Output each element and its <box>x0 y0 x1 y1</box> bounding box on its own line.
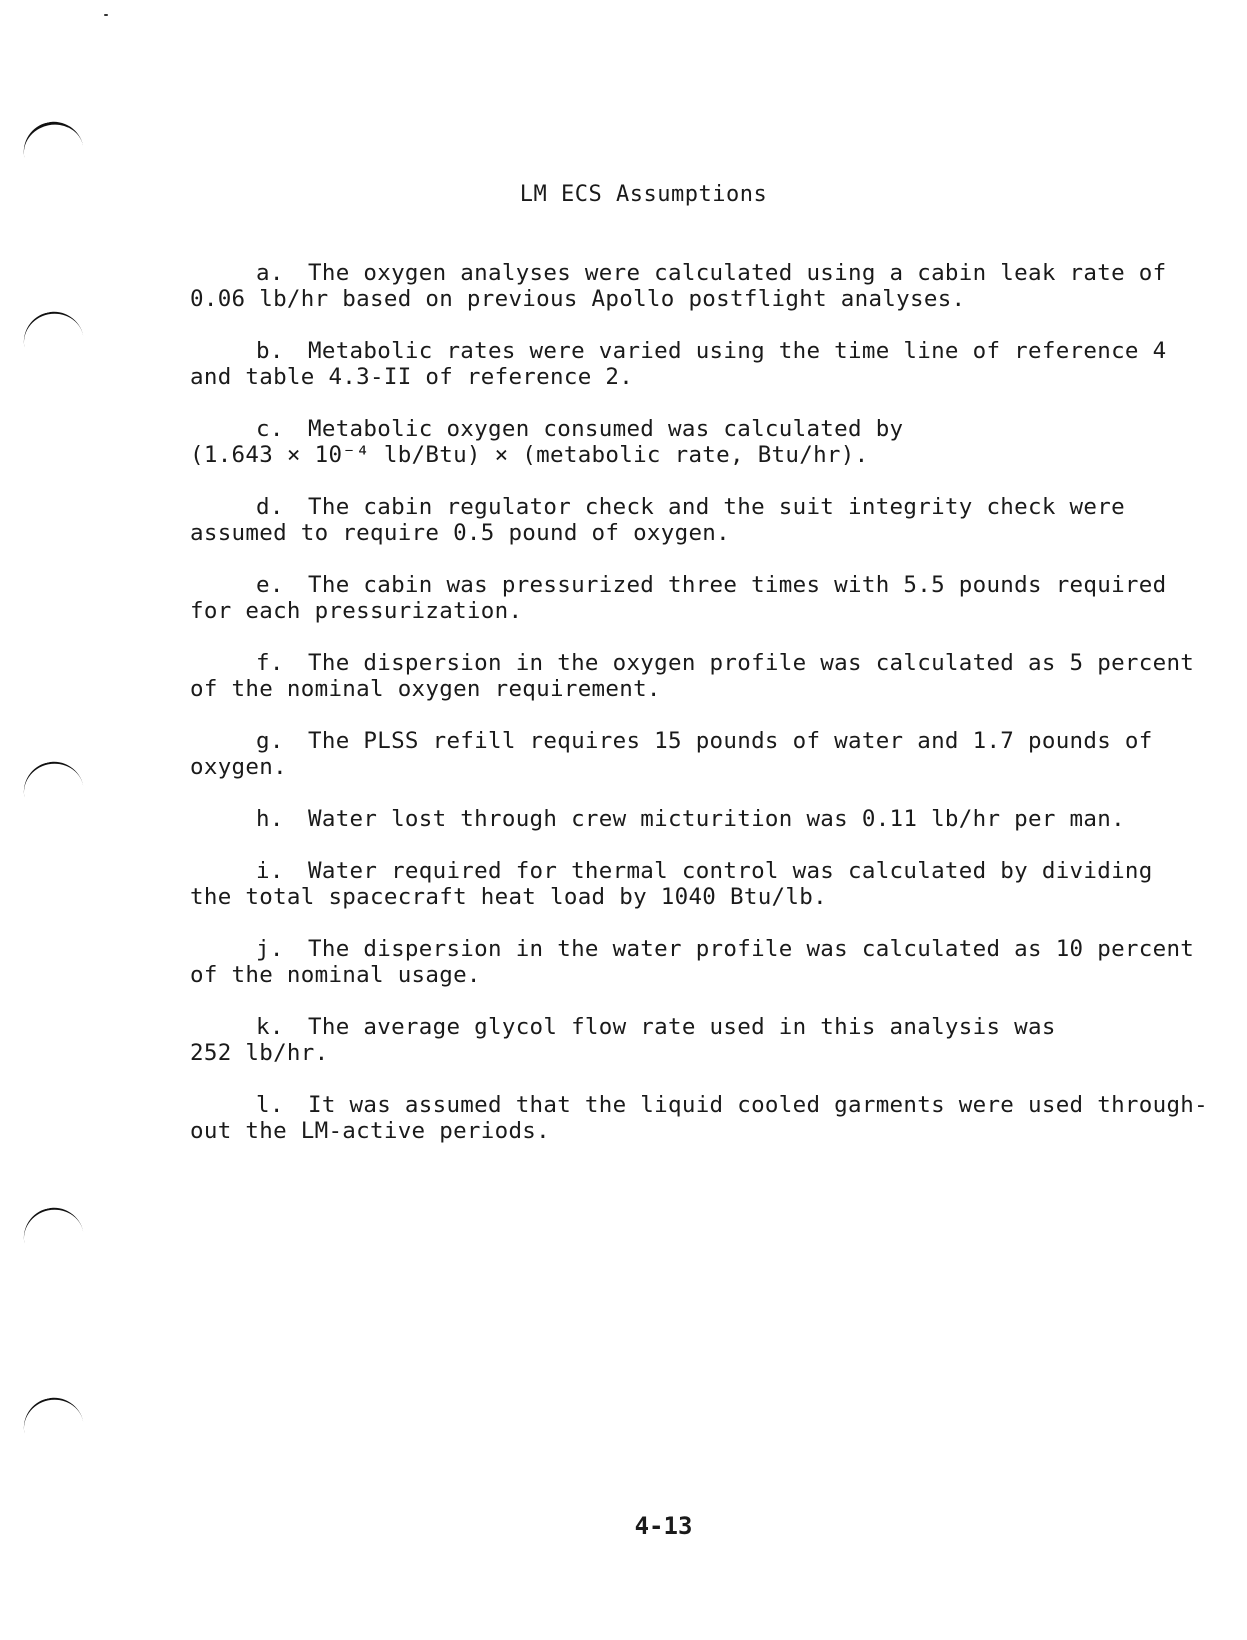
item-text-continuation: out the LM-active periods. <box>190 1118 550 1144</box>
item-text-first-line: Water lost through crew micturition was 0.11 lb/hr per man. <box>308 806 1125 832</box>
list-item <box>190 494 1200 546</box>
item-text-continuation: of the nominal usage. <box>190 962 481 988</box>
scan-speck <box>104 14 108 16</box>
item-text-first-line: The dispersion in the water profile was calculated as 10 percent <box>308 936 1195 962</box>
item-text-continuation: 0.06 lb/hr based on previous Apollo postflight analyses. <box>190 286 966 312</box>
list-item <box>190 858 1200 910</box>
item-marker: e. <box>256 572 284 598</box>
list-item <box>190 728 1200 780</box>
binder-hole-mark <box>18 756 85 810</box>
binder-hole-mark <box>18 306 85 360</box>
binder-hole-mark <box>18 116 86 171</box>
item-text-continuation: oxygen. <box>190 754 287 780</box>
item-marker: i. <box>256 858 284 884</box>
item-text-first-line: Water required for thermal control was calculated by dividing <box>308 858 1153 884</box>
item-text-first-line: The PLSS refill requires 15 pounds of water and 1.7 pounds of <box>308 728 1153 754</box>
item-marker: h. <box>256 806 284 832</box>
binder-hole-mark <box>18 1202 85 1256</box>
item-text-first-line: It was assumed that the liquid cooled garments were used through- <box>308 1092 1208 1118</box>
list-item <box>190 260 1200 312</box>
item-marker: k. <box>256 1014 284 1040</box>
item-marker: f. <box>256 650 284 676</box>
item-marker: l. <box>256 1092 284 1118</box>
binder-hole-mark <box>18 1392 85 1446</box>
list-item <box>190 416 1200 468</box>
list-item <box>190 806 1200 832</box>
list-item <box>190 572 1200 624</box>
list-item <box>190 936 1200 988</box>
item-text-continuation: the total spacecraft heat load by 1040 Btu/lb. <box>190 884 827 910</box>
item-text-continuation: 252 lb/hr. <box>190 1040 329 1066</box>
item-marker: b. <box>256 338 284 364</box>
item-text-continuation: assumed to require 0.5 pound of oxygen. <box>190 520 730 546</box>
page-number: 4-13 <box>634 1512 693 1540</box>
item-marker: j. <box>256 936 284 962</box>
item-text-continuation: (1.643 × 10⁻⁴ lb/Btu) × (metabolic rate, Btu/hr). <box>190 442 869 468</box>
item-text-first-line: The cabin regulator check and the suit integrity check were <box>308 494 1125 520</box>
list-item <box>190 1092 1208 1144</box>
list-item <box>190 1014 1200 1066</box>
page-title: LM ECS Assumptions <box>519 182 768 207</box>
item-text-first-line: The cabin was pressurized three times with 5.5 pounds required <box>308 572 1167 598</box>
item-text-continuation: of the nominal oxygen requirement. <box>190 676 661 702</box>
item-text-first-line: Metabolic rates were varied using the time line of reference 4 <box>308 338 1167 364</box>
item-text-first-line: The average glycol flow rate used in this analysis was <box>308 1014 1056 1040</box>
item-marker: g. <box>256 728 284 754</box>
list-item <box>190 338 1200 390</box>
item-text-continuation: and table 4.3-II of reference 2. <box>190 364 634 390</box>
item-marker: c. <box>256 416 284 442</box>
list-item <box>190 650 1200 702</box>
item-text-first-line: The dispersion in the oxygen profile was calculated as 5 percent <box>308 650 1195 676</box>
item-text-continuation: for each pressurization. <box>190 598 523 624</box>
item-text-first-line: The oxygen analyses were calculated using a cabin leak rate of <box>308 260 1167 286</box>
item-marker: a. <box>256 260 284 286</box>
item-marker: d. <box>256 494 284 520</box>
item-text-first-line: Metabolic oxygen consumed was calculated by <box>308 416 904 442</box>
assumptions-list <box>190 260 1208 1170</box>
